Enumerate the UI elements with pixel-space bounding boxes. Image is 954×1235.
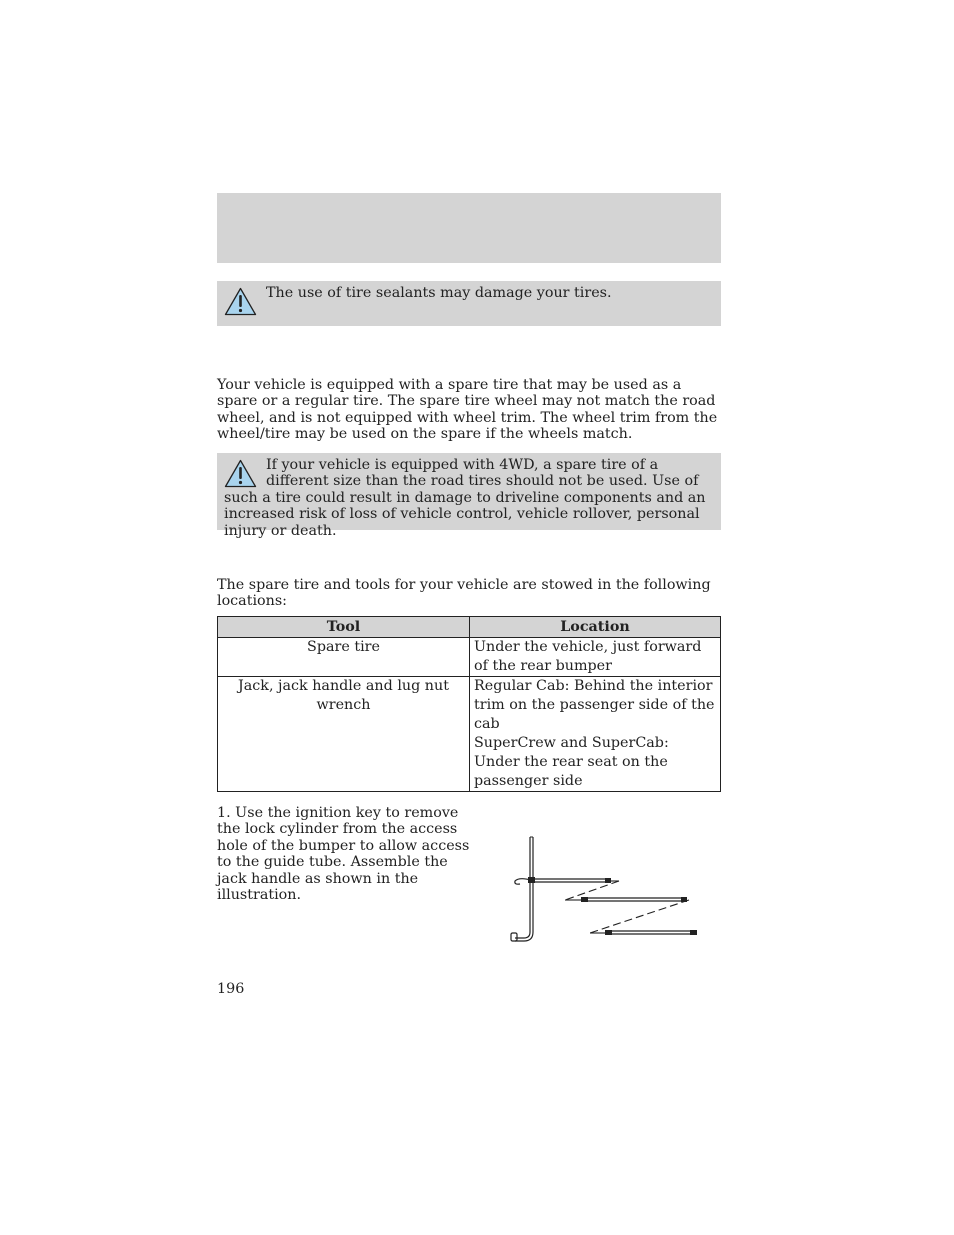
jack-handle-assembly-illustration xyxy=(505,832,705,947)
table-row xyxy=(218,638,721,677)
warning-triangle-icon xyxy=(224,287,257,316)
column-header-location: Location xyxy=(470,617,721,638)
spare-tire-paragraph: Your vehicle is equipped with a spare tire that may be used as a spare or a regular tire. The spare tire wheel may not match the road wheel, and is not equipped with wheel trim. The wheel trim from the wheel/tire may be used on the spare if the wheels match. xyxy=(217,377,718,443)
warning-text: If your vehicle is equipped with 4WD, a spare tire of a different size than the road tires should not be used. Use of such a tire could result in damage to driveline components and an increased risk of loss of vehicle control, vehicle rollover, personal injury or death. xyxy=(224,457,706,539)
column-header-tool: Tool xyxy=(218,617,470,638)
page-number: 196 xyxy=(217,981,245,997)
tool-location-table xyxy=(217,616,721,792)
location-cell xyxy=(470,677,721,792)
table-row xyxy=(218,677,721,792)
location-line: Regular Cab: Behind the interior trim on the passenger side of the cab xyxy=(474,678,715,732)
table-header-row xyxy=(218,617,721,638)
warning-box-4wd xyxy=(217,453,721,539)
warning-triangle-icon xyxy=(224,459,257,488)
location-cell xyxy=(470,638,721,677)
tool-cell: Jack, jack handle and lug nut wrench xyxy=(218,677,470,792)
section-header-band xyxy=(217,193,721,263)
location-line: SuperCrew and SuperCab: Under the rear seat on the passenger side xyxy=(474,735,669,789)
stowage-intro-paragraph: The spare tire and tools for your vehicle are stowed in the following locations: xyxy=(217,577,711,610)
location-line: Under the vehicle, just forward of the rear bumper xyxy=(474,639,702,674)
warning-text: The use of tire sealants may damage your tires. xyxy=(266,285,612,301)
warning-box-sealant xyxy=(217,281,721,326)
tool-cell: Spare tire xyxy=(218,638,470,677)
step-1-instructions: 1. Use the ignition key to remove the lock cylinder from the access hole of the bumper to allow access to the guide tube. Assemble the jack handle as shown in the illustration. xyxy=(217,805,470,904)
